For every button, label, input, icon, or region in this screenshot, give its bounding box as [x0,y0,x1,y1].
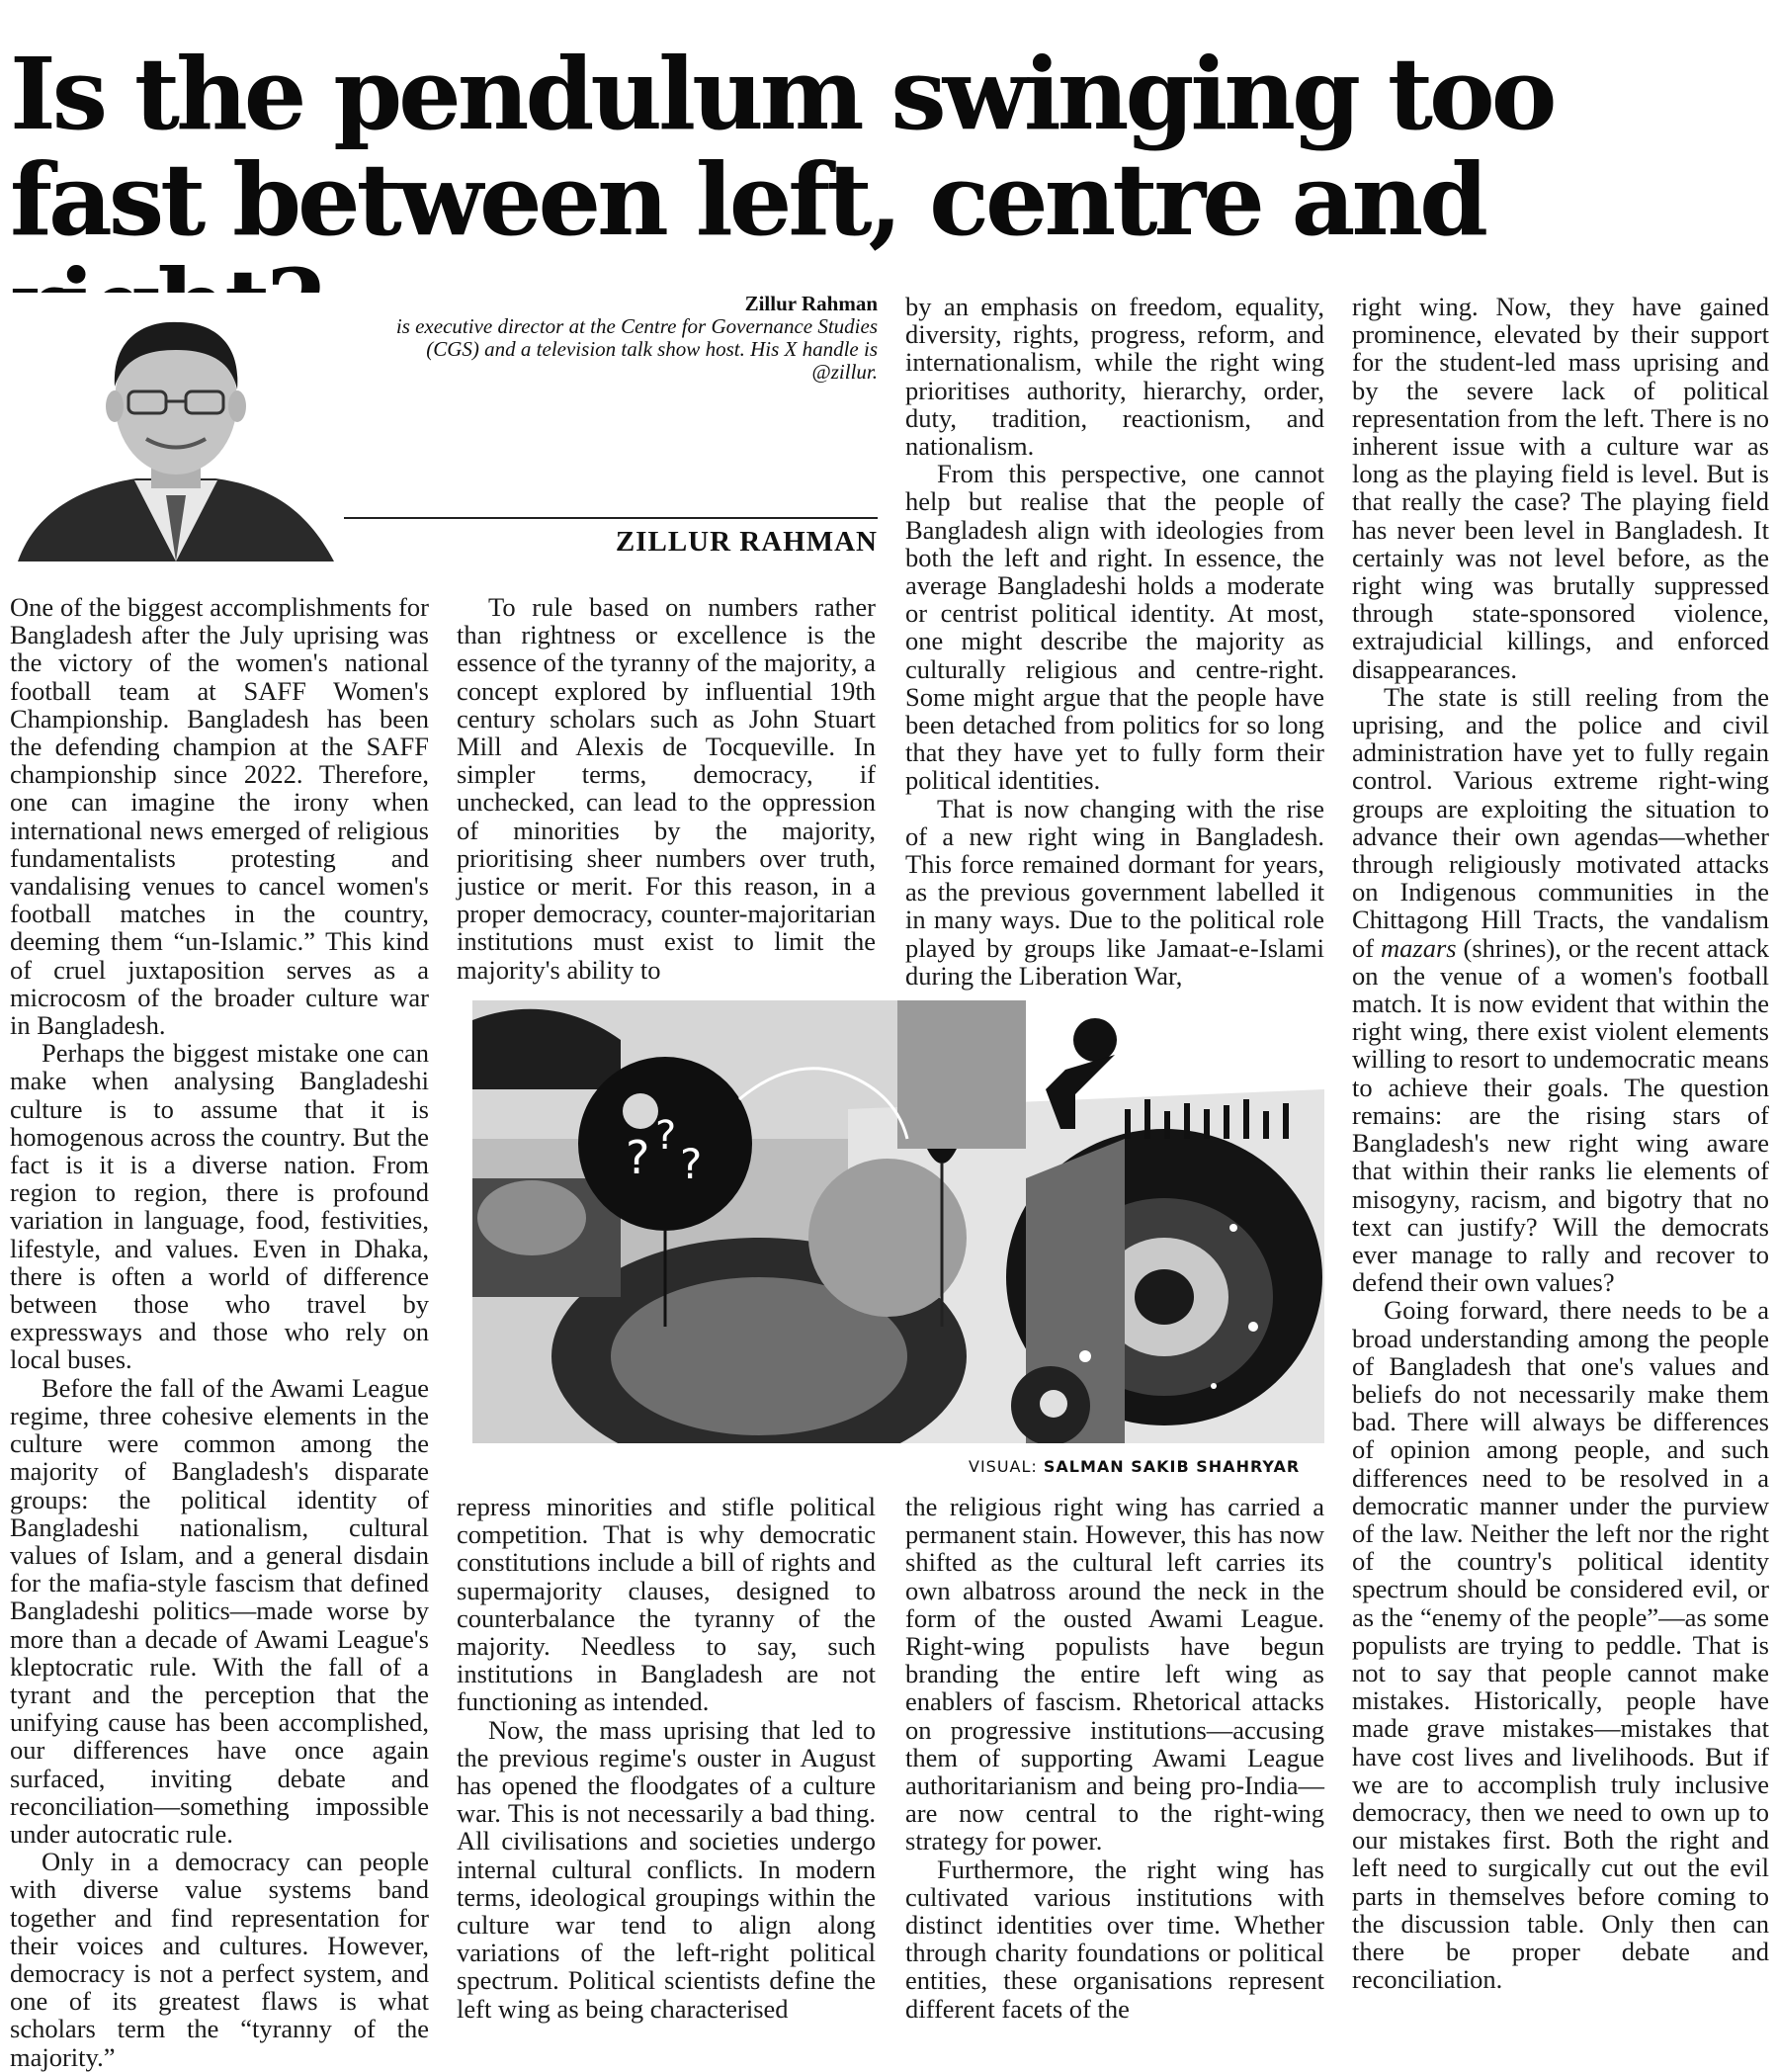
article-column-2-top [457,593,876,984]
author-photo [8,293,344,561]
article-column-3-top [905,293,1324,990]
paragraph: One of the biggest accomplishments for Bangladesh after the July uprising was the victory of the women's national football team at SAFF Women's Championship. Bangladesh has been the defending champion at the SAFF championship since 2022. Therefore, one can imagine the irony when international news emerged of religious fundamentalists protesting and vandalising venues to cancel women's football matches in the country, deeming them “un-Islamic.” This kind of cruel juxtaposition serves as a microcosm of the broader culture war in Bangladesh. [10,592,429,1041]
paragraph [1352,683,1769,1296]
headline: Is the pendulum swinging too fast between left, centre and [10,36,1554,258]
paragraph-text: (shrines), or the recent attack on the venue of a women's football match. It is now evident that within the right wing, there exist violent elements willing to resort to undemocratic means to achieve their goals. The question remains: are the rising stars of Bangladesh's new right wing aware that within their ranks lie elements of misogyny, racism, and bigotry that no text can justify? Will the democrats ever manage to rally and recover to defend their own values? [1352,932,1769,1298]
visual-credit [969,1457,1300,1476]
paragraph: Perhaps the biggest mistake one can make when analysing Bangladeshi culture is to assume that it is homogenous across the country. But the fact is it is a diverse nation. From region to region, there is profound variation in language, food, festivities, lifestyle, and values. Even in Dhaka, there is often a world of difference between those who travel by expressways and those who rely on local buses. [10,1038,429,1375]
paragraph-text: The state is still reeling from the uprising, and the police and civil administration have yet to fully regain control. Various extreme right-wing groups are exploiting the situation to advance their own agendas—whether through religiously motivated attacks on Indigenous communities in the Chittagong Hill Tracts, the vandalism of [1352,681,1769,963]
paragraph: the religious right wing has carried a permanent stain. However, this has now shifted as the cultural left carries its own albatross around the neck in the form of the ousted Awami League. Right-wing populists have begun branding the entire left wing as enablers of fascism. Rhetorical attacks on progressive institutions—accusing them of supporting Awami League authoritarianism and being pro-India—are now central to the right-wing strategy for power. [905,1492,1324,1856]
svg-text:?: ? [680,1140,703,1188]
svg-text:?: ? [626,1131,650,1184]
author-description: is executive director at the Centre for Governance Studies (CGS) and a television talk show host. His X handle is @zillur. [395,314,878,384]
article-column-4 [1352,293,1769,1993]
paragraph: Furthermore, the right wing has cultivated various institutions with distinct identities over time. Whether through charity foundations or political entities, these organisations represent different facets of the [905,1854,1324,2024]
paragraph: repress minorities and stifle political competition. That is why democratic constitutions include a bill of rights and supermajority clauses, designed to counterbalance the tyranny of the majority. Needless to say, such institutions in Bangladesh are not functioning as intended. [457,1492,876,1717]
author-name: Zillur Rahman [744,292,878,315]
paragraph: by an emphasis on freedom, equality, diversity, rights, progress, reform, and internationalism, while the right wing prioritises authority, hierarchy, order, duty, tradition, reactionism, and nationalism. [905,292,1324,462]
paragraph: Only in a democracy can people with diverse value systems band together and find representation for their voices and cultures. However, democracy is not a perfect system, and one of its greatest flaws is what scholars term the “tyranny of the majority.” [10,1847,429,2072]
article-column-2-bottom [457,1493,876,2023]
paragraph: Before the fall of the Awami League regime, three cohesive elements in the culture were common among the majority of Bangladesh's disparate groups: the political identity of Bangladeshi nationalism, cultural values of Islam, and a general disdain for the mafia-style fascism that defined Bangladeshi politics—made worse by more than a decade of Awami League's kleptocratic rule. With the fall of a tyrant and the perception that the unifying cause has been accomplished, our differences have once again surfaced, inviting debate and reconciliation—something impossible under autocratic rule. [10,1372,429,1849]
author-bio [376,293,878,384]
visual-credit-label: VISUAL: [969,1457,1038,1476]
article-column-3-bottom [905,1493,1324,2023]
paragraph: right wing. Now, they have gained prominence, elevated by their support for the student-led mass uprising and by the severe lack of political representation from the left. There is no inherent issue with a culture war as long as the playing field is level. But is that really the case? The playing field has never been level in Bangladesh. It certainly was not level before, as the right wing was brutally suppressed through state-sponsored violence, extrajudicial killings, and enforced disappearances. [1352,292,1769,684]
article-illustration [472,1000,1324,1443]
visual-credit-name: SALMAN SAKIB SHAHRYAR [1043,1457,1301,1476]
mazars-term: mazars [1381,932,1457,963]
paragraph: Going forward, there needs to be a broad understanding among the people of Bangladesh that one's values and beliefs do not necessarily make them bad. There will always be differences of opinion among people, and such differences need to be resolved in a democratic manner under the purview of the law. Neither the left nor the right of the country's political identity spectrum should be considered evil, or as the “enemy of the people”—as some populists are trying to peddle. That is not to say that people cannot make mistakes. Historically, people have made grave mistakes—mistakes that have cost lives and livelihoods. But if we are to accomplish truly inclusive democracy, then we need to own up to our mistakes first. Both the right and left need to surgically cut out the evil parts in themselves before coming to the discussion table. Only then can there be proper debate and reconciliation. [1352,1295,1769,1995]
paragraph: That is now changing with the rise of a new right wing in Bangladesh. This force remained dormant for years, as the previous government labelled it in many ways. Due to the political role played by groups like Jamaat-e-Islami during the Liberation War, [905,793,1324,991]
paragraph: From this perspective, one cannot help but realise that the people of Bangladesh align with ideologies from both the left and right. In essence, the average Bangladeshi holds a moderate or centrist political identity. At most, one might describe the majority as culturally religious and centre-right. Some might argue that the people have been detached from politics for so long that they have yet to fully form their political identities. [905,459,1324,796]
paragraph: To rule based on numbers rather than rightness or excellence is the essence of the tyranny of the majority, a concept explored by influential 19th century scholars such as John Stuart Mill and Alexis de Tocqueville. In simpler terms, democracy, if unchecked, can lead to the oppression of minorities by the majority, prioritising sheer numbers over truth, justice or merit. For this reason, in a proper democracy, counter-majoritarian institutions must exist to limit the majority's ability to [457,592,876,985]
paragraph: Now, the mass uprising that led to the previous regime's ouster in August has opened the floodgates of a culture war. This is not necessarily a bad thing. All civilisations and societies undergo internal cultural conflicts. In modern terms, ideological groupings within the culture war tend to align along variations of the left-right political spectrum. Political scientists define the left wing as being characterised [457,1714,876,2024]
svg-text:?: ? [655,1113,677,1159]
article-column-1 [10,593,429,2071]
byline-divider [344,517,878,519]
author-byline: ZILLUR RAHMAN [615,526,878,558]
